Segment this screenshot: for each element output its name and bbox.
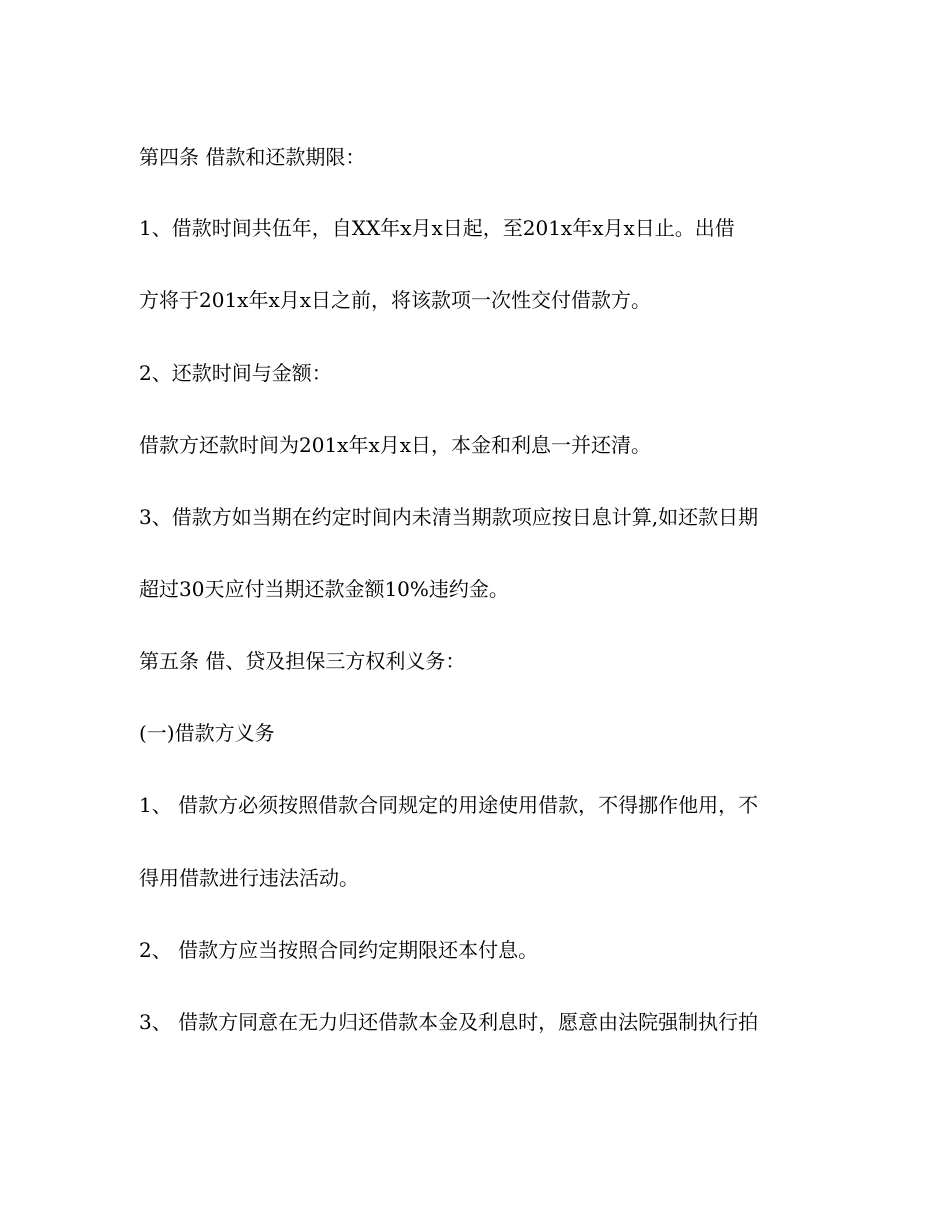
clause-1-line-2: 方将于201x年x月x日之前，将该款项一次性交付借款方。 <box>139 288 652 312</box>
borrower-obligations-heading: (一)借款方义务 <box>139 721 275 745</box>
article-4-heading: 第四条 借款和还款期限： <box>139 145 366 169</box>
clause-1-line-1: 1、借款时间共伍年，自XX年x月x日起，至201x年x月x日止。出借 <box>139 216 735 240</box>
article-5-heading: 第五条 借、贷及担保三方权利义务： <box>139 649 466 673</box>
obligation-1-line-1: 1、 借款方必须按照借款合同规定的用途使用借款，不得挪作他用，不 <box>139 793 759 817</box>
obligation-1-line-2: 得用借款进行违法活动。 <box>139 866 359 890</box>
clause-3-line-2: 超过30天应付当期还款金额10%违约金。 <box>139 577 509 601</box>
obligation-2: 2、 借款方应当按照合同约定期限还本付息。 <box>139 938 539 962</box>
clause-3-line-1: 3、借款方如当期在约定时间内未清当期款项应按日息计算,如还款日期 <box>139 505 759 529</box>
clause-2-body: 借款方还款时间为201x年x月x日，本金和利息一并还清。 <box>139 433 652 457</box>
clause-2-heading: 2、还款时间与金额： <box>139 361 332 385</box>
obligation-3-line-1: 3、 借款方同意在无力归还借款本金及利息时，愿意由法院强制执行拍 <box>139 1010 759 1034</box>
